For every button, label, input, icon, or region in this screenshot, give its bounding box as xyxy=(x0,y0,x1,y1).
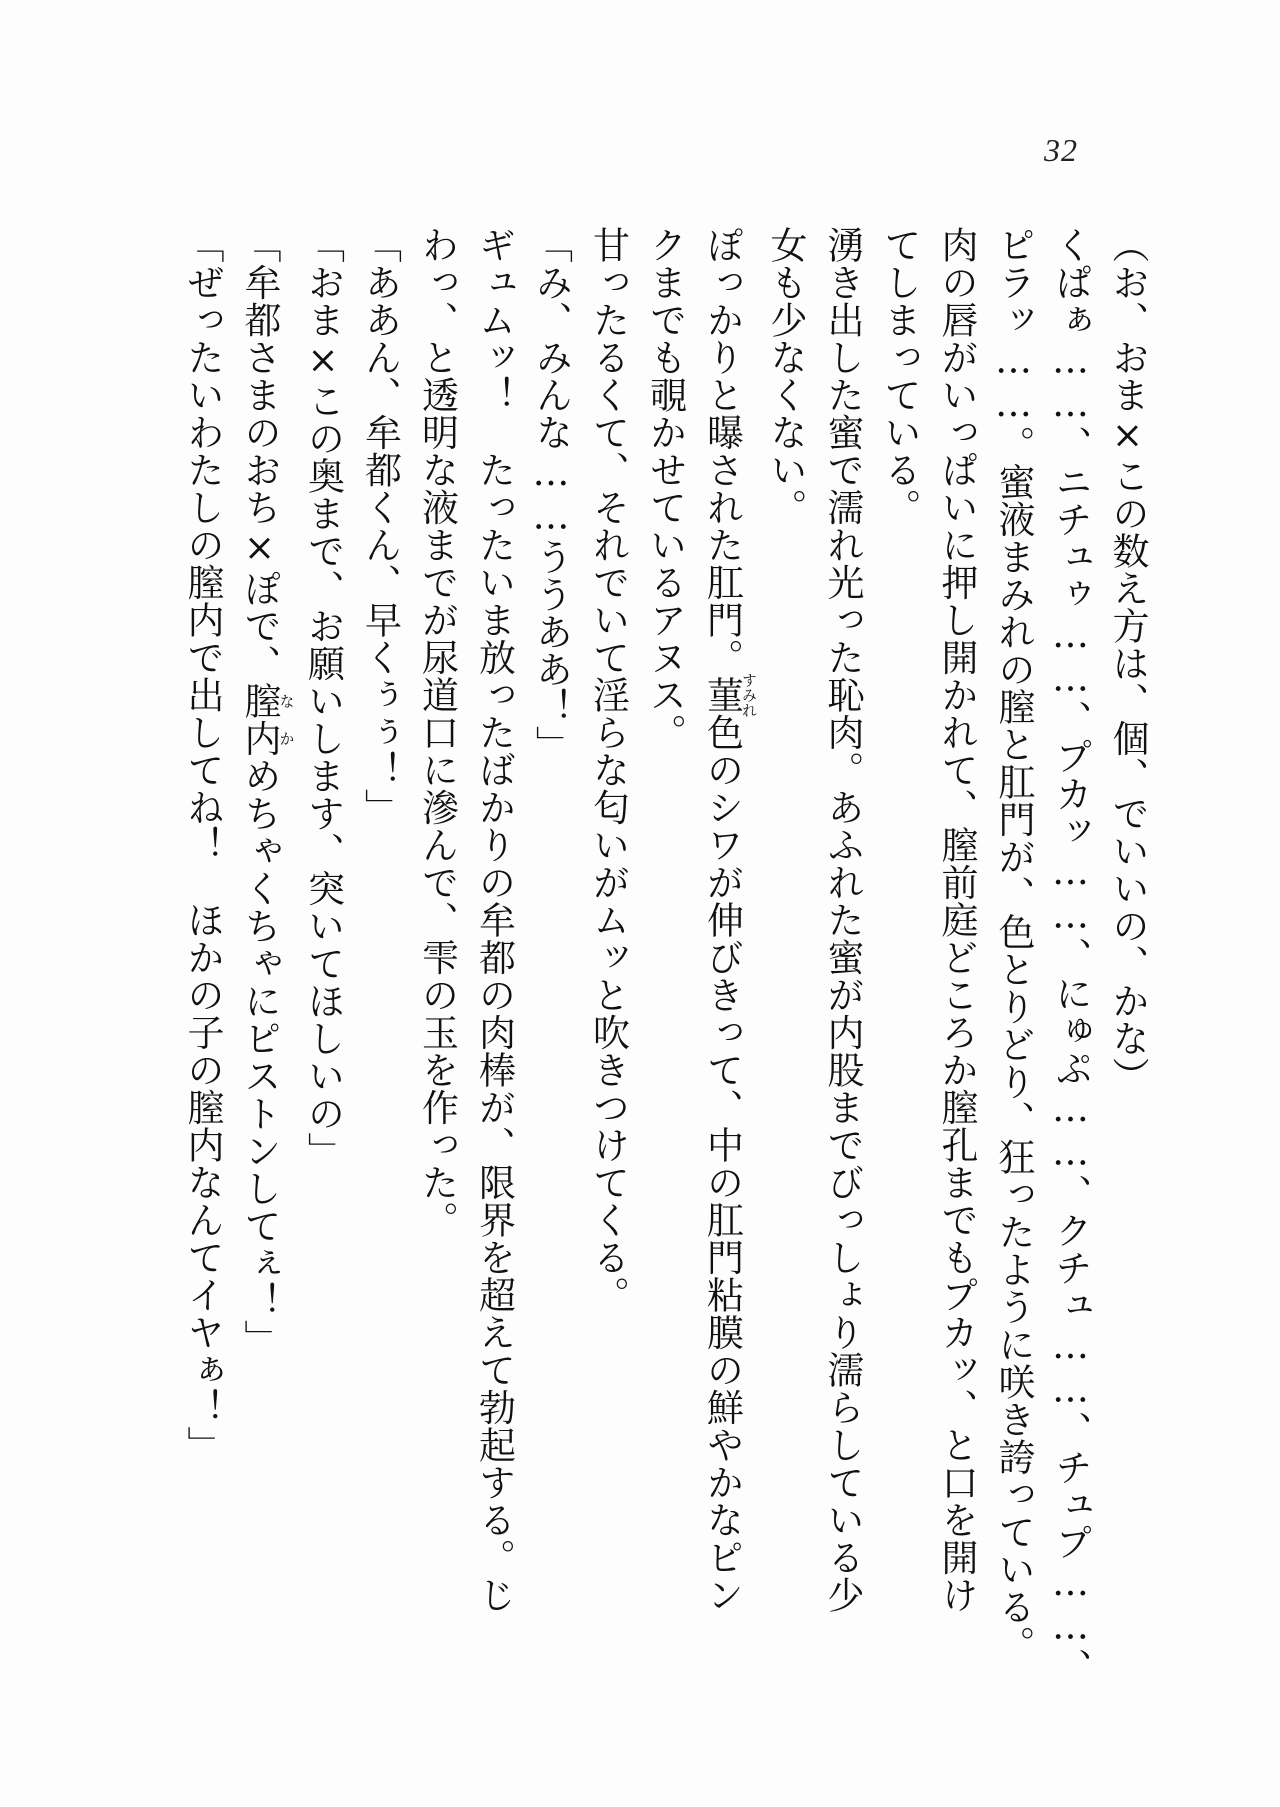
ruby-reading: なか xyxy=(277,682,296,757)
dialogue-line: 「おま×この奥まで、お願いします、突いてほしいの」 xyxy=(301,226,345,1170)
text-line: 甘ったるくて、それでいて淫らな匂いがムッと吹きつけてくる。 xyxy=(586,226,630,1314)
text-line: くぱぁ……、ニチュゥ……、プカッ……、にゅぷ……、クチュ……、チュプ……、 xyxy=(1049,226,1092,1686)
furigana-ruby xyxy=(700,672,758,718)
text-line: （お、おま×この数え方は、個、でいいの、かな） xyxy=(1106,226,1149,1095)
dialogue-line: 「牟都さまのおち×ぽで、膣内なかめちゃくちゃにピストンしてぇ！」 xyxy=(238,226,296,1357)
dialogue-line: 「ああん、牟都くん、早くぅぅ！」 xyxy=(358,226,402,826)
ruby-base: 膣内 xyxy=(238,682,281,757)
text-line: クまでも覗かせているアヌス。 xyxy=(643,226,687,751)
text-line: ピラッ……。蜜液まみれの膣と肛門が、色とりどり、狂ったように咲き誇っている。 xyxy=(992,226,1035,1663)
text-line: ぽっかりと曝された肛門。菫すみれ色のシワが伸びきって、中の肛門粘膜の鮮やかなピン xyxy=(700,226,758,1614)
text-line: ギュムッ！ たったいま放ったばかりの牟都の肉棒が、限界を超えて勃起する。じ xyxy=(472,226,516,1614)
text-line: わっ、と透明な液までが尿道口に滲んで、雫の玉を作った。 xyxy=(415,226,459,1239)
text-line: 湧き出した蜜で濡れ光った恥肉。あふれた蜜が内股までびっしょり濡らしている少 xyxy=(821,226,864,1614)
ruby-reading: すみれ xyxy=(740,672,758,718)
dialogue-line: 「み、みんな……ううああ！」 xyxy=(529,226,573,763)
furigana-ruby xyxy=(238,682,296,757)
page-number: 32 xyxy=(1044,132,1078,168)
dialogue-line: 「ぜったいわたしの膣内で出してね！ ほかの子の膣内なんてイヤぁ！」 xyxy=(181,226,224,1464)
text-line: 女も少なくない。 xyxy=(764,226,807,526)
body-text xyxy=(174,226,1156,1706)
text-line: てしまっている。 xyxy=(878,226,921,526)
ruby-base: 菫 xyxy=(700,672,744,718)
text-line: 肉の唇がいっぱいに押し開かれて、膣前庭どころか膣孔までもプカッ、と口を開け xyxy=(935,226,978,1614)
